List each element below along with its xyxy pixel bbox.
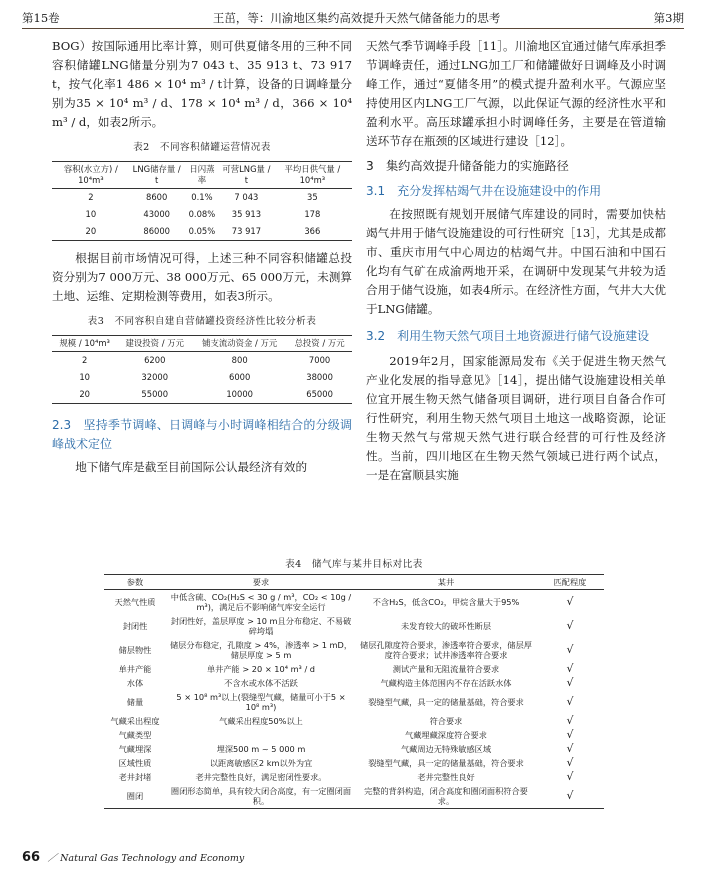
running-title: 王茁，等：川渝地区集约高效提升天然气储备能力的思考 (212, 11, 501, 25)
table-cell: 测试产量和无阻流量符合要求 (392, 664, 500, 674)
table-row (104, 638, 604, 662)
section-heading-2-3: 2.3 坚持季节调峰、日调峰与小时调峰相结合的分级调峰战术定位 (52, 418, 352, 451)
table-cell: 366 (273, 223, 352, 241)
table-row (52, 369, 352, 386)
table-cell (166, 728, 356, 742)
table-cell: 38000 (306, 372, 333, 382)
table-row (104, 756, 604, 770)
table-cell: 储量 (126, 697, 144, 707)
table-cell: 圈闭 (104, 784, 166, 809)
table-cell: 2 (81, 355, 88, 365)
table-cell: 43000 (143, 209, 171, 219)
table-cell: 不含水或水体不活跃 (224, 678, 298, 688)
table-row (104, 784, 604, 809)
table-cell: 20 (52, 386, 117, 404)
table-cell: 气藏采出程度50%以上 (219, 716, 303, 726)
table-3 (52, 335, 352, 404)
table-cell: √ (566, 770, 574, 783)
section-heading-3-2: 3.2 利用生物天然气项目土地资源进行储气设施建设 (366, 329, 650, 343)
table-cell: 8600 (146, 192, 168, 202)
table-cell: 储层孔隙度符合要求，渗透率符合要求，储层厚度符合要求；试井渗透率符合要求 (360, 640, 532, 660)
table-cell: 0.1% (191, 192, 213, 202)
table-caption: 表2 不同容积储罐运营情况表 (133, 142, 271, 153)
table-cell: 35 (307, 192, 318, 202)
table-cell: 不含H₂S，低含CO₂，甲烷含量大于95% (372, 597, 520, 607)
table-cell: 裂缝型气藏，具一定的储量基础，符合要求 (368, 697, 524, 707)
table-row (52, 189, 352, 207)
table-cell: 单井产能 (118, 664, 152, 674)
paragraph: BOG）按国际通用比率计算，则可供夏储冬用的三种不同容积储罐LNG储量分别为7 043 t、35 913 t、73 917 t，按气化率1 486 × 10⁴ m³ / t计算，设备的日调峰量分别为35 × 10⁴ m³ / d、178 × 10⁴ m³ / d，366 × 10⁴ m³ / d，如表2所示。 (52, 39, 352, 129)
table-row (104, 742, 604, 756)
table-cell: 气藏埋藏深度符合要求 (405, 730, 487, 740)
table-cell: 35 913 (231, 209, 262, 219)
table-cell: 10 (79, 372, 90, 382)
table-cell: 6000 (229, 372, 251, 382)
table-cell: 未发育较大的破坏性断层 (400, 621, 492, 631)
table-cell: 裂缝型气藏，具一定的储量基础，符合要求 (368, 758, 524, 768)
table-cell: 10000 (192, 386, 287, 404)
table-2 (52, 161, 352, 241)
table-cell: 5 × 10⁸ m³以上(裂缝型气藏，储量可小于5 × 10⁸ m³) (176, 692, 346, 712)
table-cell: 完整的背斜构造，闭合高度和圈闭面积符合要求。 (356, 784, 536, 809)
table-cell: 储层物性 (118, 645, 152, 655)
table-cell: √ (566, 676, 574, 689)
table-cell: 老井封堵 (118, 772, 152, 782)
table-cell: 单井产能 > 20 × 10⁴ m³ / d (206, 664, 316, 674)
column-header: 参数 (104, 575, 166, 590)
table-cell: 以距离敏感区2 km以外为宜 (209, 758, 313, 768)
table-cell: 气藏周边无特殊敏感区域 (400, 744, 492, 754)
table-cell: 气藏埋深 (118, 744, 152, 754)
table-cell: 封闭性好，盖层厚度 > 10 m且分布稳定、不易破碎垮塌 (170, 616, 352, 636)
table-row (104, 770, 604, 784)
table-cell: 55000 (117, 386, 192, 404)
paragraph: 根据目前市场情况可得，上述三种不同容积储罐总投资分别为7 000万元、38 000万元、65 000万元，未测算土地、运维、定期检测等费用，如表3所示。 (52, 251, 352, 303)
table-cell: √ (566, 662, 574, 675)
table-row (104, 728, 604, 742)
table-cell: √ (566, 619, 574, 632)
column-header: 日闪蒸率 (184, 162, 220, 189)
column-header: 总投资 / 万元 (287, 336, 352, 352)
table-cell: √ (566, 756, 574, 769)
table-cell: 0.05% (184, 223, 220, 241)
journal-name: ／ Natural Gas Technology and Economy (47, 853, 245, 864)
table-row (52, 352, 352, 370)
table-cell: 埋深500 m ~ 5 000 m (216, 744, 306, 754)
page-number: 66 (22, 850, 41, 865)
table-cell: 73 917 (220, 223, 273, 241)
table-cell: √ (566, 714, 574, 727)
right-column (366, 37, 666, 485)
table-cell: √ (566, 643, 574, 656)
column-header: 平均日供气量 / 10⁴m³ (273, 162, 352, 189)
table-cell: 气藏采出程度 (110, 716, 160, 726)
table-cell: √ (566, 595, 574, 608)
table-row (52, 223, 352, 241)
table-cell: 32000 (141, 372, 169, 382)
table-row (104, 714, 604, 728)
table-cell: 65000 (287, 386, 352, 404)
column-header: 匹配程度 (536, 575, 604, 590)
volume-label: 第15卷 (22, 11, 60, 25)
column-header: 规模 / 10⁴m³ (52, 336, 117, 352)
table-cell: 气藏类型 (118, 730, 152, 740)
table-row (104, 590, 604, 615)
table-cell: 水体 (126, 678, 144, 688)
table-cell: √ (536, 784, 604, 809)
table-cell: 86000 (130, 223, 184, 241)
column-header: 容积(水立方) / 10⁴m³ (52, 162, 130, 189)
column-header: LNG储存量 / t (130, 162, 184, 189)
table-cell: 符合要求 (429, 716, 463, 726)
table-row (52, 386, 352, 404)
table-cell: √ (566, 742, 574, 755)
table-caption: 表3 不同容积自建自营储罐投资经济性比较分析表 (87, 316, 317, 327)
left-column (52, 37, 352, 477)
table-cell: 区域性质 (118, 758, 152, 768)
issue-label: 第3期 (653, 11, 684, 25)
table-caption: 表4 储气库与某井目标对比表 (285, 559, 423, 570)
table-cell: 老井完整性良好，满足密闭性要求。 (195, 772, 327, 782)
table-cell: 储层分布稳定，孔隙度 > 4%，渗透率 > 1 mD，储层厚度 > 5 m (169, 640, 353, 660)
section-heading-3: 3 集约高效提升储备能力的实施路径 (366, 159, 569, 173)
table-cell: √ (566, 695, 574, 708)
running-header (22, 8, 684, 28)
table-4 (104, 574, 604, 809)
paragraph: 天然气季节调峰手段［11］。川渝地区宜通过储气库承担季节调峰责任，通过LNG加工厂和储罐做好日调峰及小时调峰工作，通过“夏储冬用”的模式提升盈利水平。气源应坚持使用区内LNG工厂气源，以此保证气源的经济性水平和盈利水平。高压球罐承担小时调峰任务，主要是在管道输送环节存在瓶颈的区域进行建设［12］。 (366, 39, 666, 148)
column-header: 某井 (356, 575, 536, 590)
table-cell: 178 (304, 209, 321, 219)
table-cell: √ (566, 728, 574, 741)
table-cell: 7 043 (234, 192, 259, 202)
table-cell: 封闭性 (122, 621, 148, 631)
table-4-block (104, 556, 604, 809)
table-cell: 10 (85, 209, 97, 219)
header-rule (22, 28, 684, 29)
table-cell: 气藏构造主体范围内不存在活跃水体 (380, 678, 512, 688)
table-row (52, 206, 352, 223)
paragraph: 地下储气库是截至目前国际公认最经济有效的 (75, 460, 308, 474)
column-header: 铺支流动资金 / 万元 (192, 336, 287, 352)
table-row (104, 662, 604, 676)
paragraph: 在按照既有规划开展储气库建设的同时，需要加快枯竭气井用于储气设施建设的可行性研究［13］，尤其是成都市、重庆市用气中心周边的枯竭气井。中国石油和中国石化均有气矿在成渝两地开采，在调研中发现某气井较为适合用于储气设施，如表4所示。在经济性方面，气井大大优于LNG储罐。 (366, 207, 666, 316)
table-cell: 0.08% (188, 209, 216, 219)
column-header: 建设投资 / 万元 (117, 336, 192, 352)
table-row (104, 614, 604, 638)
table-cell: 老井完整性良好 (417, 772, 475, 782)
table-row (104, 690, 604, 714)
column-header: 可营LNG量 / t (220, 162, 273, 189)
table-row (104, 676, 604, 690)
table-cell: 中低含硫、CO₂(H₂S < 30 g / m³，CO₂ < 10g / m³)，满足后不影响储气库安全运行 (170, 592, 352, 612)
paragraph: 2019年2月，国家能源局发布《关于促进生物天然气产业化发展的指导意见》［14］，提出储气设施建设相关单位宜开展生物天然气储备项目调研，进行项目自备合作可行性研究，利用生物天然气项目土地这一战略资源，论证生物天然气与常规天然气进行联合经营的可行性及经济性。当前，四川地区在生物天然气领域已进行两个试点，一是在富顺县实施 (366, 354, 666, 482)
page-footer (22, 850, 244, 865)
table-cell: 2 (88, 192, 94, 202)
section-heading-3-1: 3.1 充分发挥枯竭气井在设施建设中的作用 (366, 184, 602, 198)
table-cell: 6200 (144, 355, 166, 365)
table-cell: 天然气性质 (114, 597, 156, 607)
column-header: 要求 (166, 575, 356, 590)
table-cell: 7000 (308, 355, 331, 365)
table-cell: 圈闭形态简单，具有较大闭合高度，有一定圈闭面积。 (166, 784, 356, 809)
table-cell: 800 (231, 355, 248, 365)
table-cell: 20 (52, 223, 130, 241)
